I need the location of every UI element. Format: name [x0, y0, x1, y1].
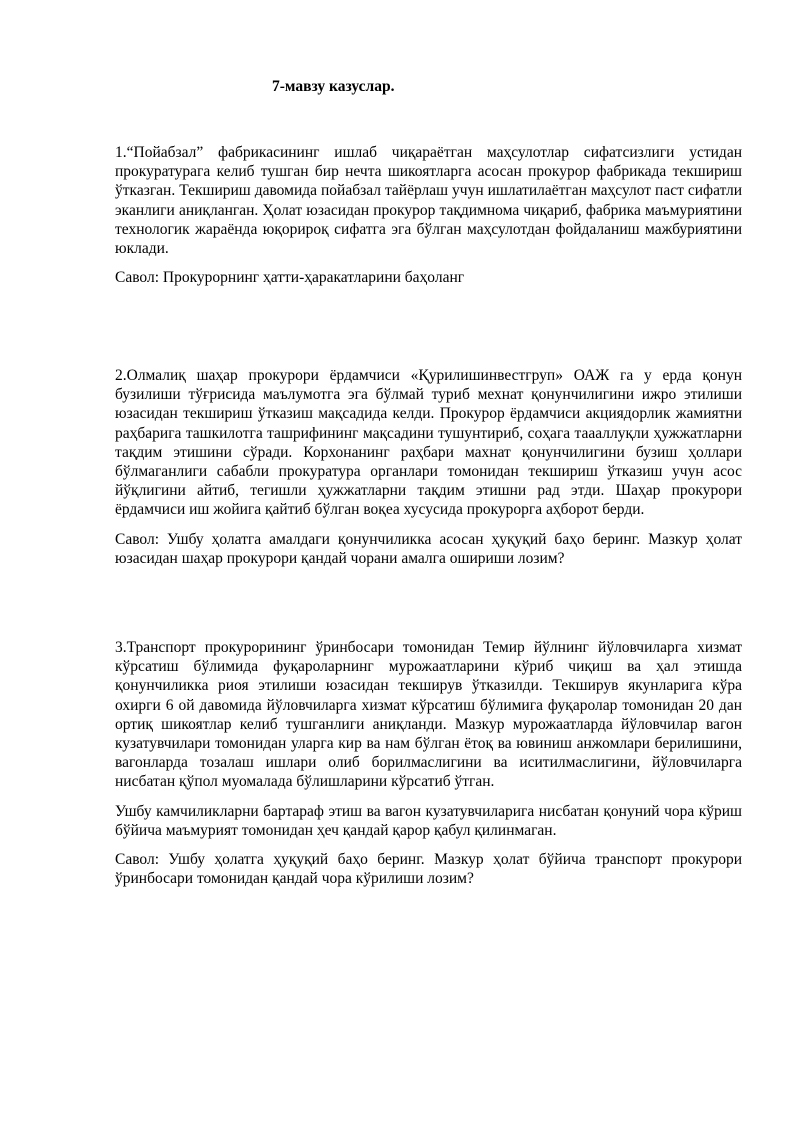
case-3-description: 3.Транспорт прокурорининг ўринбосари томонидан Темир йўлнинг йўловчиларга хизмат кўрсатиш бўлимида фуқароларнинг мурожаатларини кўриб чиқиш ва ҳал этишда қонунчиликка риоя этилиши юзасидан текширув ўтказилди. Текширув якунларига кўра охирги 6 ой давомида йўловчиларга хизмат кўрсатиш бўлимига фуқаролар томонидан 20 дан ортиқ шикоятлар келиб тушганлиги аниқланди. Мазкур мурожаатларда йўловчилар вагон кузатувчилари томонидан уларга кир ва нам бўлган ётоқ ва ювиниш анжомлари берилишини, вагонларда тозалаш ишлари олиб борилмаслигини ва иситилмаслигини, йўловчиларга нисбатан қўпол муомалада бўлишларини кўрсатиб ўтган.: [115, 639, 742, 791]
case-1: [115, 143, 742, 287]
case-3-question: Савол: Ушбу ҳолатга ҳуқуқий баҳо беринг. Мазкур ҳолат бўйича транспорт прокурори ўринбосари томонидан қандай чора кўрилиши лозим?: [115, 851, 742, 888]
case-1-description: 1.“Пойабзал” фабрикасининг ишлаб чиқараётган маҳсулотлар сифатсизлиги устидан прокуратурага келиб тушган бир нечта шикоятларга асосан прокурор фабрикада текшириш ўтказган. Текшириш давомида пойабзал тайёрлаш учун ишлатилаётган маҳсулот паст сифатли эканлиги аниқланган. Ҳолат юзасидан прокурор тақдимнома чиқариб, фабрика маъмуриятини технологик жараёнда юқорироқ сифатга эга бўлган маҳсулотдан фойдаланиш мажбуриятини юклади.: [115, 144, 742, 258]
case-3-note: Ушбу камчиликларни бартараф этиш ва вагон кузатувчиларига нисбатан қонуний чора кўриш бўйича маъмурият томонидан ҳеч қандай қарор қабул қилинмаган.: [115, 802, 742, 839]
case-3: [115, 638, 742, 888]
case-2: [115, 366, 742, 568]
case-1-question: Савол: Прокурорнинг ҳатти-ҳаракатларини баҳоланг: [115, 269, 465, 287]
case-2-question: Савол: Ушбу ҳолатга амалдаги қонунчиликка асосан ҳуқуқий баҳо беринг. Мазкур ҳолат юзасидан шаҳар прокурори қандай чорани амалга ошириши лозим?: [115, 530, 742, 567]
case-2-description: 2.Олмалиқ шаҳар прокурори ёрдамчиси «Қурилишинвестгруп» ОАЖ га у ерда қонун бузилиши тўғрисида маълумотга эга бўлмай туриб мехнат қонунчилигини ижро этилиши юзасидан текшириш ўтказиш мақсадида келди. Прокурор ёрдамчиси акциядорлик жамиятни раҳбарига ташкилотга ташрифининг мақсадини тушунтириб, соҳага таааллуқли ҳужжатларни тақдим этишини сўради. Корхонанинг раҳбари махнат қонунчилигини бузиш ҳоллари бўлмаганлиги сабабли прокуратура органлари томонидан текшириш ўтказиш учун асос йўқлигини айтиб, тегишли ҳужжатларни тақдим этишни рад этди. Шаҳар прокурори ёрдамчиси иш жойига қайтиб бўлган воқеа хусусида прокурорга аҳборот берди.: [115, 367, 742, 519]
document-title: 7-мавзу казуслар.: [272, 78, 395, 95]
